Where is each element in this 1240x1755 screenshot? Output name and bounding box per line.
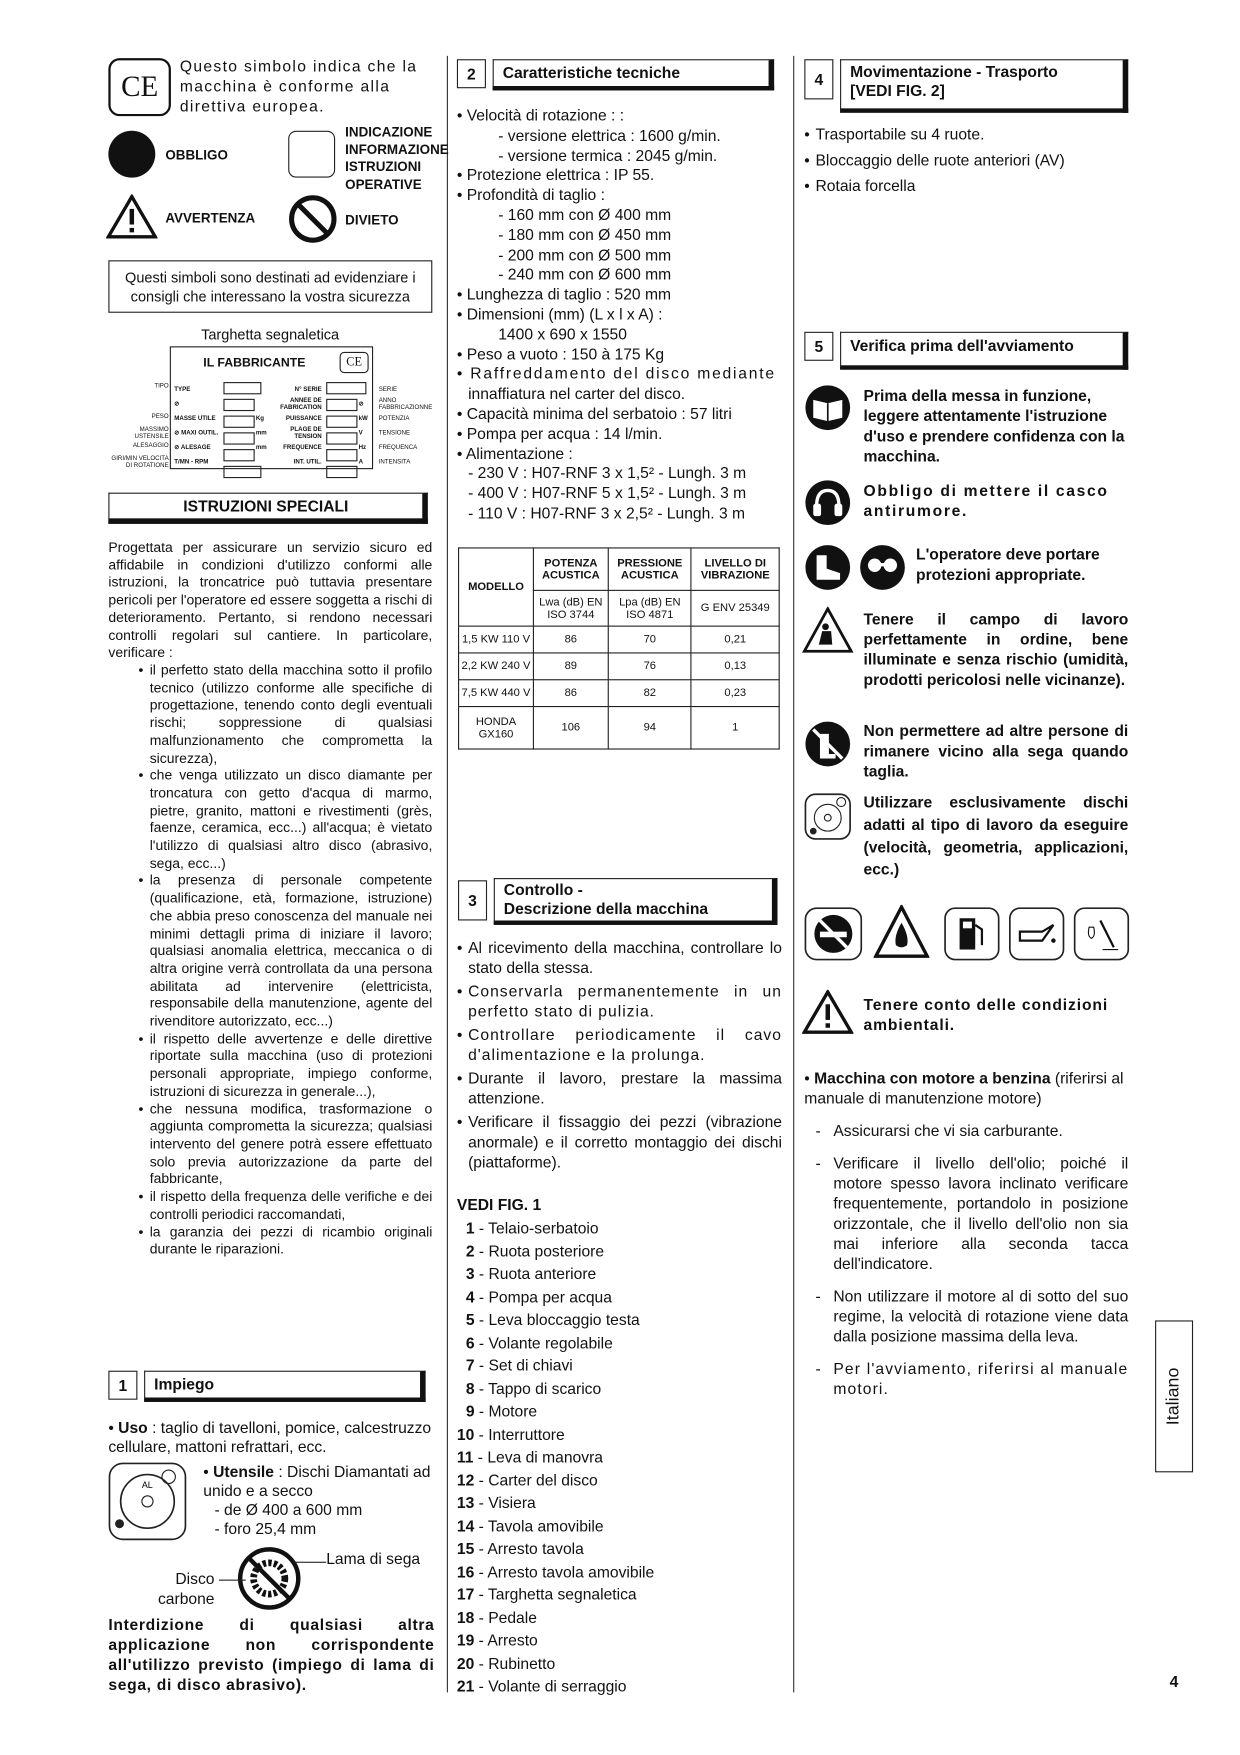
table-cell: 86	[533, 680, 608, 707]
nameplate-inner-left: TYPE ⊘ MASSE UTILE ⊘ MAXI OUTIL. ⊘ ALESAGE T/MN - RPM	[174, 386, 219, 466]
list-item: • Durante il lavoro, prestare la massima attenzione.	[457, 1068, 782, 1108]
section-3-title-line: Controllo -	[503, 880, 583, 899]
fig-1-item: 11 - Leva di manovra	[456, 1447, 603, 1466]
spec-line: • Alimentazione :	[456, 444, 573, 462]
fig-1-item-number: 21	[456, 1676, 475, 1695]
section-2-header	[457, 59, 774, 86]
table-row	[459, 626, 780, 653]
fig-1-item: 3 - Ruota anteriore	[465, 1264, 597, 1283]
table-cell: 70	[608, 626, 691, 653]
ce-mark-icon: CE	[108, 58, 171, 116]
obbligo-label: OBBLIGO	[165, 147, 228, 164]
table-row	[459, 707, 780, 749]
spec-line: • Velocità di rotazione : :	[456, 106, 625, 124]
page-number: 4	[1169, 1672, 1179, 1691]
column-rule-1	[447, 56, 448, 1693]
no-bystanders-icon	[804, 721, 851, 768]
fig-1-item-label: Tappo di scarico	[488, 1379, 602, 1397]
section-4-header	[804, 59, 1128, 113]
spec-line: • Raffreddamento del disco mediante	[456, 364, 776, 383]
verifica-item: Prima della messa in funzione, leggere attentamente l'istruzione d'uso e prendere confidenza con la macchina.	[863, 386, 1125, 465]
divieto-icon	[288, 194, 337, 243]
oil-can-icon	[1009, 907, 1065, 961]
table-header: MODELLO	[459, 548, 534, 626]
list-item: • che venga utilizzato un disco diamante per troncatura con getto d'acqua di marmo, pietre, granito, mattoni e rivestimenti (grès, faenze, ceramica, ecc...) all'acqua; è vietato l'utilizzo di qualsiasi altro disco (abrasivo, sega, ecc...)	[139, 768, 433, 873]
spec-line: - 200 mm con Ø 500 mm	[498, 245, 672, 264]
list-item: • che nessuna modifica, trasformazione o aggiunta comprometta la sicurezza; qualsiasi intervento del genere potrà essere effettuato solo previa autorizzazione da parte del fabbricante,	[139, 1101, 433, 1189]
verifica-item: Utilizzare esclusivamente dischi adatti al tipo di lavoro da eseguire (velocità, geometria, applicazioni, ecc.)	[863, 793, 1129, 879]
spec-line: - 230 V : H07-RNF 3 x 1,5² - Lungh. 3 m	[468, 463, 747, 482]
table-cell: 89	[533, 653, 608, 680]
nameplate-header: IL FABBRICANTE	[203, 356, 306, 370]
fig-1-item-label: Targhetta segnaletica	[487, 1585, 637, 1604]
table-cell: 106	[533, 707, 608, 749]
table-cell: 1	[691, 707, 779, 749]
line-to-disco	[219, 1580, 246, 1581]
list-item: • la presenza di personale competente (qualificazione, età, formazione, istruzione) che abbia preso conoscenza del manuale nei minimi dettagli prima di iniziare il lavoro; qualsiasi anomalia elettrica, meccanica o di altra origine verrà controllata da una persona abilitata ad intervenire (elettricista, responsabile della manutenzione, agente del rivenditore autorizzato, ecc...)	[139, 873, 433, 1031]
no-saw-blade-icon	[237, 1546, 302, 1611]
table-cell: 82	[608, 680, 691, 707]
warning-triangle-icon	[106, 194, 157, 239]
section-3-title-line: Descrizione della macchina	[503, 899, 709, 918]
fig-1-item-number: 9	[465, 1401, 475, 1420]
fig-1-item-number: 10	[456, 1424, 475, 1443]
fig-1-item-number: 16	[456, 1562, 475, 1581]
disc-type-icon	[804, 793, 851, 840]
spec-line: - 160 mm con Ø 400 mm	[498, 205, 672, 224]
list-item: - Assicurarsi che vi sia carburante.	[815, 1120, 1128, 1140]
fig-1-item-label: Arresto tavola amovibile	[487, 1562, 655, 1581]
spec-line: 1400 x 690 x 1550	[498, 324, 627, 343]
fig-1-item: 6 - Volante regolabile	[465, 1333, 613, 1352]
fig-1-item-number: 1	[465, 1218, 475, 1237]
list-item: • il rispetto delle avvertenze e delle direttive riportate sulla macchina (uso di protezioni personali appropriate, impiego conforme, istruzioni di sicurezza in generale...),	[139, 1031, 433, 1101]
fig-1-item-label: Telaio-serbatoio	[488, 1218, 599, 1237]
utensile-line: - de Ø 400 a 600 mm	[214, 1500, 363, 1519]
benzina-list	[815, 1120, 1128, 1398]
section-3-header	[458, 878, 777, 925]
column-rule-2	[793, 56, 794, 1693]
list-item: - Non utilizzare il motore al di sotto del suo regime, la velocità di rotazione viene data dalla posizione massima della leva.	[815, 1286, 1128, 1346]
fig-1-item-label: Pompa per acqua	[488, 1287, 612, 1306]
table-cell: 7,5 KW 440 V	[459, 680, 534, 707]
fig-1-item-label: Carter del disco	[488, 1470, 598, 1489]
verifica-item: L'operatore deve portare protezioni appropriate.	[916, 545, 1100, 584]
nameplate-ce-icon: CE	[340, 352, 369, 373]
list-item: • Al ricevimento della macchina, controllare lo stato della stessa.	[457, 937, 782, 977]
section-5-number: 5	[804, 332, 833, 361]
list-item: • il rispetto della frequenza delle verifiche e dei controlli periodici raccomandati,	[139, 1189, 433, 1224]
avvertenza-label: AVVERTENZA	[165, 210, 256, 226]
uso-text: : taglio di tavelloni, pomice, calcestruzzo cellulare, mattoni refrattari, ecc.	[108, 1418, 432, 1456]
flammable-icon	[874, 905, 930, 959]
fig-1-item-number: 2	[465, 1241, 475, 1260]
safety-box-text: Questi simboli sono destinati ad evidenziare i consigli che interessano la vostra sicurezza	[125, 268, 416, 305]
fig-1-item-label: Leva bloccaggio testa	[488, 1310, 640, 1329]
spec-line: - 240 mm con Ø 600 mm	[498, 265, 672, 284]
fig-1-item-label: Volante regolabile	[488, 1333, 613, 1352]
fig-1-item-number: 5	[465, 1310, 475, 1329]
fig-1-item: 19 - Arresto	[456, 1630, 538, 1649]
acoustic-table	[458, 547, 780, 749]
table-subheader: G ENV 25349	[691, 590, 779, 626]
list-item: • Rotaia forcella	[804, 175, 1128, 195]
istruzioni-intro: Progettata per assicurare un servizio sicuro ed affidabile in condizioni d'utilizzo conformi alle istruzioni, la troncatrice può tuttavia presentare pericoli per l'operatore ed essere soggetta a rischi di deterioramento. Pertanto, si rendono necessari controlli regolari sul cantiere. In particolare, verificare :	[108, 539, 433, 661]
indicazione-labels: INDICAZIONE INFORMAZIONE ISTRUZIONI OPERATIVE	[345, 123, 449, 192]
table-cell: 0,13	[691, 653, 779, 680]
section-3-number: 3	[458, 880, 487, 920]
fig-1-item-number: 14	[456, 1516, 475, 1535]
istruzioni-list	[139, 662, 433, 1258]
fig-1-item: 15 - Arresto tavola	[456, 1539, 584, 1558]
table-row	[459, 680, 780, 707]
verifica-item: Non permettere ad altre persone di rimanere vicino alla sega quando taglia.	[863, 721, 1129, 780]
fig-1-item: 9 - Motore	[465, 1401, 538, 1420]
oil-level-icon	[1074, 907, 1130, 961]
fig-1-item-number: 13	[456, 1493, 475, 1512]
fig-1-item-number: 12	[456, 1470, 475, 1489]
fig-1-item-label: Ruota anteriore	[488, 1264, 597, 1283]
fig-1-item: 13 - Visiera	[456, 1493, 536, 1512]
fig-1-item-number: 18	[456, 1608, 475, 1626]
fig-1-item-number: 20	[456, 1653, 475, 1672]
list-item: - Verificare il livello dell'olio; poiché il motore spesso lavora inclinato verificare frequentemente, portandolo in posizione orizzontale, che il livello dell'olio non sia mai inferiore alla seconda tacca dell'indicatore.	[815, 1153, 1128, 1274]
fig-1-item: 20 - Rubinetto	[456, 1653, 556, 1672]
fig-1-item-label: Arresto	[487, 1630, 538, 1649]
list-item: • Controllare periodicamente il cavo d'alimentazione e la prolunga.	[457, 1024, 782, 1064]
section-5-header	[804, 332, 1128, 359]
utensile-text: : Dischi Diamantati ad unido e a secco	[203, 1462, 431, 1500]
fig-1-item-number: 3	[465, 1264, 475, 1283]
safety-symbols-box	[108, 260, 432, 313]
fig-1-item: 10 - Interruttore	[456, 1424, 565, 1443]
fig-1-item-label: Motore	[488, 1401, 538, 1420]
fig-1-item-label: Rubinetto	[488, 1653, 556, 1672]
table-subheader: Lwa (dB) EN ISO 3744	[533, 590, 608, 626]
table-cell: 94	[608, 707, 691, 749]
section-4-title-line: Movimentazione - Trasporto	[850, 62, 1058, 81]
language-tab-label: Italiano	[1164, 1367, 1184, 1426]
safety-goggles-icon	[859, 544, 906, 591]
ambient-text: Tenere conto delle condizioni ambientali.	[863, 995, 1109, 1034]
disco-label: Disco carbone	[157, 1569, 215, 1608]
spec-line: - 400 V : H07-RNF 5 x 1,5² - Lungh. 3 m	[468, 483, 747, 502]
section-2-number: 2	[457, 59, 486, 88]
utensile-label: Utensile	[213, 1462, 274, 1481]
info-square-icon	[288, 131, 335, 178]
fig-1-list	[457, 1217, 781, 1698]
fig-1-item: 2 - Ruota posteriore	[465, 1241, 605, 1260]
list-item: • il perfetto stato della macchina sotto il profilo tecnico (utilizzo conforme alle specifiche di progettazione, tenendo conto degli eventuali rischi; soppressione di qualsiasi malfunzionamento che comprometta la sicurezza),	[139, 662, 433, 767]
fig-1-item-label: Visiera	[488, 1493, 536, 1512]
table-header: LIVELLO DI VIBRAZIONE	[691, 548, 779, 590]
istruzioni-header	[108, 493, 427, 524]
fig-1-item: 1 - Telaio-serbatoio	[465, 1218, 599, 1237]
fig-1-item-label: Volante di serraggio	[488, 1676, 627, 1695]
ear-protection-icon	[804, 479, 851, 526]
spec-line: • Protezione elettrica : IP 55.	[456, 165, 655, 184]
list-item: • Bloccaggio delle ruote anteriori (AV)	[804, 150, 1128, 170]
nameplate-units-left: Kg mm mm	[255, 415, 267, 452]
spec-line: - versione elettrica : 1600 g/min.	[498, 126, 721, 144]
svg-text:AL: AL	[141, 1479, 153, 1490]
safety-boots-icon	[804, 544, 851, 591]
fig-1-title: VEDI FIG. 1	[456, 1195, 542, 1214]
ce-description: Questo simbolo indica che la macchina è conforme alla direttiva europea.	[179, 56, 418, 116]
fig-1-item: 4 - Pompa per acqua	[465, 1287, 612, 1306]
line-to-lama	[293, 1562, 327, 1563]
table-cell: 1,5 KW 110 V	[459, 626, 534, 653]
fig-1-item-label: Arresto tavola	[487, 1539, 584, 1558]
section-3-title	[494, 878, 778, 925]
nameplate	[105, 346, 436, 471]
fig-1-item-label: Tavola amovibile	[487, 1516, 604, 1535]
istruzioni-title: ISTRUZIONI SPECIALI	[183, 497, 349, 515]
verifica-item: Tenere il campo di lavoro perfettamente in ordine, bene illuminate e senza rischio (umidità, prodotti pericolosi nelle vicinanze).	[863, 609, 1129, 689]
fig-1-item-number: 11	[456, 1447, 474, 1466]
fig-1-item-number: 19	[456, 1630, 475, 1649]
section-4-title-line: [VEDI FIG. 2]	[850, 81, 945, 100]
table-cell: 0,23	[691, 680, 779, 707]
section-1-title: Impiego	[144, 1371, 426, 1402]
nameplate-inner-right: N° SERIE ANNEE DE FABRICATION PUISSANCE PLAGE DE TENSION FREQUENCE INT. UTIL.	[280, 386, 322, 466]
spec-line: - 110 V : H07-RNF 3 x 2,5² - Lungh. 3 m	[468, 503, 746, 522]
table-header: POTENZA ACUSTICA	[533, 548, 608, 590]
fuel-pump-icon	[944, 907, 1000, 961]
benzina-label: Macchina con motore a benzina	[814, 1069, 1051, 1087]
workplace-warning-icon	[802, 607, 853, 654]
divieto-label: DIVIETO	[345, 212, 399, 228]
benzina-text: (riferirsi al manuale di manutenzione motore)	[804, 1069, 1124, 1108]
table-cell: 76	[608, 653, 691, 680]
utensile-paragraph: • Utensile : Dischi Diamantati ad unido e a secco - de Ø 400 a 600 mm - foro 25,4 mm	[203, 1462, 433, 1538]
fig-1-item: 5 - Leva bloccaggio testa	[465, 1310, 640, 1329]
utensile-line: - foro 25,4 mm	[214, 1519, 317, 1538]
table-cell: HONDA GX160	[459, 707, 534, 749]
no-smoking-icon	[804, 907, 862, 961]
spec-line: - 180 mm con Ø 450 mm	[498, 225, 672, 244]
uso-label: Uso	[118, 1418, 148, 1437]
section-1-number: 1	[108, 1371, 137, 1400]
obbligo-circle-icon	[108, 131, 155, 178]
fig-1-item-number: 8	[465, 1379, 475, 1397]
section-5-title: Verifica prima dell'avviamento	[840, 332, 1128, 370]
table-header: PRESSIONE ACUSTICA	[608, 548, 691, 590]
spec-line: • Dimensioni (mm) (L x l x A) :	[456, 304, 663, 323]
section-4-title	[840, 59, 1128, 113]
list-item: • la garanzia dei pezzi di ricambio originali durante le riparazioni.	[139, 1224, 433, 1259]
fig-1-item: 21 - Volante di serraggio	[456, 1676, 627, 1695]
table-cell: 86	[533, 626, 608, 653]
fig-1-item: 18 - Pedale	[456, 1608, 537, 1626]
nameplate-caption: Targhetta segnaletica	[201, 326, 340, 343]
impiego-warning: Interdizione di qualsiasi altra applicazione non corrispondente all'utilizzo previsto (impiego di lama di sega, di disco abrasivo).	[108, 1615, 435, 1694]
nameplate-units-right: ⊘ kW V Hz A	[358, 401, 368, 466]
movimentazione-list	[804, 124, 1128, 195]
benzina-paragraph: • Macchina con motore a benzina (riferirsi al manuale di manutenzione motore)	[804, 1069, 1124, 1108]
language-tab[interactable]	[1155, 1320, 1193, 1472]
disc-specs-icon	[108, 1462, 186, 1540]
section-2-title: Caratteristiche tecniche	[493, 59, 775, 90]
controllo-list	[457, 937, 782, 1172]
fig-1-item: 17 - Targhetta segnaletica	[456, 1585, 637, 1604]
fig-1-item-number: 6	[465, 1333, 475, 1352]
spec-line: innaffiatura nel carter del disco.	[468, 384, 686, 403]
spec-line: - versione termica : 2045 g/min.	[498, 145, 718, 164]
spec-line: • Profondità di taglio :	[456, 185, 605, 204]
fig-1-item: 12 - Carter del disco	[456, 1470, 598, 1489]
list-item: • Verificare il fissaggio dei pezzi (vibrazione anormale) e il corretto montaggio dei dischi (piattaforme).	[457, 1112, 782, 1172]
spec-line: • Pompa per acqua : 14 l/min.	[456, 424, 663, 443]
lama-label: Lama di sega	[326, 1549, 421, 1568]
fig-1-item-label: Ruota posteriore	[488, 1241, 605, 1260]
fig-1-item-number: 7	[465, 1356, 475, 1375]
table-subheader: Lpa (dB) EN ISO 4871	[608, 590, 691, 626]
spec-line: • Peso a vuoto : 150 à 175 Kg	[456, 344, 665, 363]
table-cell: 2,2 KW 240 V	[459, 653, 534, 680]
spec-line: • Capacità minima del serbatoio : 57 litri	[456, 404, 732, 423]
ambient-warning-icon	[802, 990, 853, 1035]
list-item: • Trasportabile su 4 ruote.	[804, 124, 1128, 144]
verifica-item: Obbligo di mettere il casco antirumore.	[863, 481, 1109, 520]
fig-1-item-number: 17	[456, 1585, 475, 1604]
nameplate-left-labels: TIPO PESO MASSIMO USTENSILE ALESAGGIO GIRI/MIN VELOCITA DI ROTATIONE	[111, 383, 169, 470]
list-item: • Conservarla permanentemente in un perfetto stato di pulizia.	[457, 981, 782, 1021]
fig-1-item-number: 15	[456, 1539, 475, 1558]
fig-1-item-label: Leva di manovra	[487, 1447, 603, 1466]
section-4-number: 4	[804, 59, 833, 99]
fig-1-item: 16 - Arresto tavola amovibile	[456, 1562, 655, 1581]
uso-paragraph: • Uso : taglio di tavelloni, pomice, calcestruzzo cellulare, mattoni refrattari, ecc.	[108, 1418, 432, 1456]
caratteristiche-lines	[457, 106, 787, 523]
table-cell: 0,21	[691, 626, 779, 653]
fig-1-item: 7 - Set di chiavi	[465, 1356, 573, 1375]
fig-1-item: 8 - Tappo di scarico	[465, 1379, 602, 1397]
fig-1-item-label: Interruttore	[488, 1424, 565, 1443]
spec-line: • Lunghezza di taglio : 520 mm	[456, 285, 672, 303]
fig-1-item-label: Set di chiavi	[488, 1356, 573, 1375]
fig-1-item-label: Pedale	[488, 1608, 537, 1626]
section-1-header	[108, 1371, 425, 1398]
read-manual-icon	[804, 384, 851, 431]
nameplate-right-labels: SERIE ANNO FABBRICAZIONNE POTENZIA TENSIONE FREQUENCA INTENSITA	[378, 386, 433, 466]
table-row	[459, 653, 780, 680]
fig-1-item-number: 4	[465, 1287, 475, 1306]
fig-1-item: 14 - Tavola amovibile	[456, 1516, 604, 1535]
list-item: - Per l'avviamento, riferirsi al manuale motori.	[815, 1358, 1128, 1398]
